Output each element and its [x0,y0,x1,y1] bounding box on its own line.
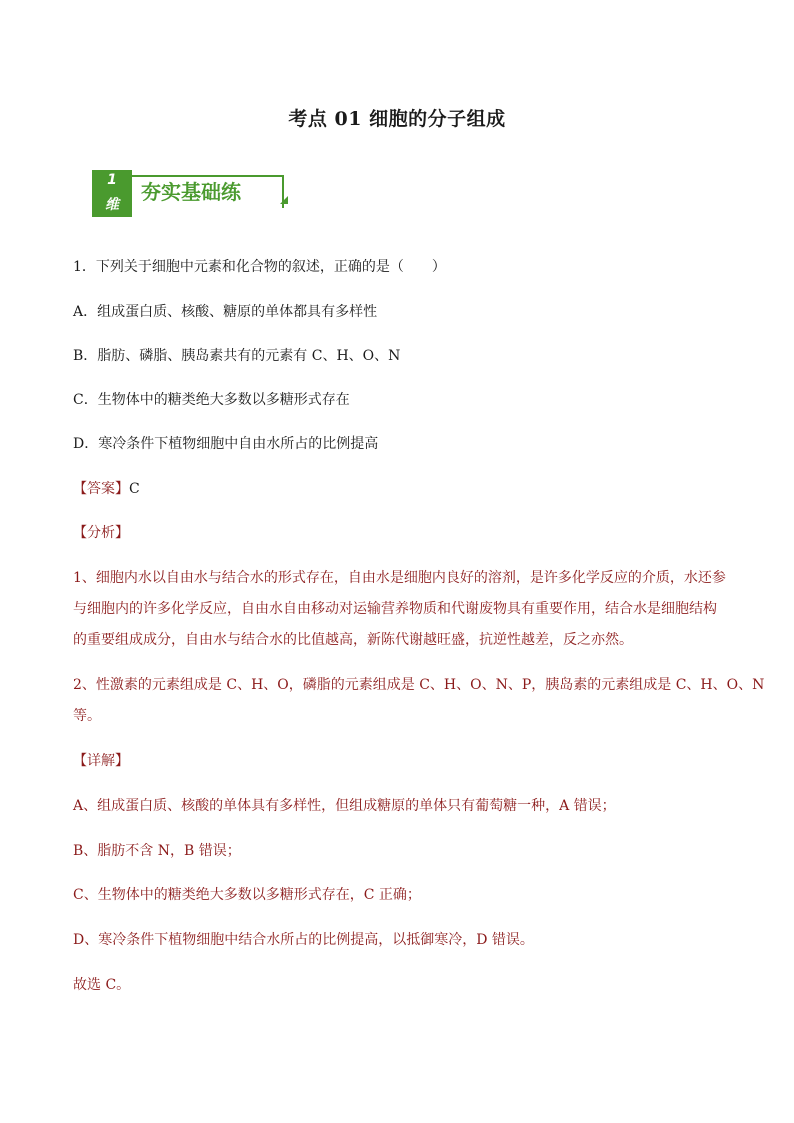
section-banner [92,170,288,216]
analysis-p1-line-2: 与细胞内的许多化学反应，自由水自由移动对运输营养物质和代谢废物具有重要作用，结合水是细胞结构 [73,601,717,617]
option-a: A．组成蛋白质、核酸、糖原的单体都具有多样性 [73,304,378,320]
banner-corner-mark [280,196,288,204]
answer-value: C [129,481,140,497]
detail-line-b: B、脂肪不含 N，B 错误； [73,843,241,859]
detail-label: 【详解】 [73,753,129,769]
question-stem: 1．下列关于细胞中元素和化合物的叙述，正确的是（ ） [73,259,446,275]
page-title: 考点 01 细胞的分子组成 [288,108,506,130]
detail-line-d: D、寒冷条件下植物细胞中结合水所占的比例提高，以抵御寒冷，D 错误。 [73,932,534,948]
detail-line-a: A、组成蛋白质、核酸的单体具有多样性，但组成糖原的单体只有葡萄糖一种，A 错误； [73,798,616,814]
banner-level: 维 [105,197,119,213]
option-b: B．脂肪、磷脂、胰岛素共有的元素有 C、H、O、N [73,348,401,364]
detail-conclusion: 故选 C。 [73,977,131,993]
answer-label: 【答案】 [73,481,129,497]
banner-number-badge [92,170,132,216]
banner-label: 夯实基础练 [132,175,284,208]
banner-number: 1 [107,172,117,188]
analysis-p1-line-1: 1、细胞内水以自由水与结合水的形式存在，自由水是细胞内良好的溶剂，是许多化学反应的介质，水还参 [73,570,726,586]
analysis-p2-line-1: 2、性激素的元素组成是 C、H、O，磷脂的元素组成是 C、H、O、N、P，胰岛素的元素组成是 C、H、O、N [73,677,765,693]
option-c: C．生物体中的糖类绝大多数以多糖形式存在 [73,392,350,408]
banner-underline [92,214,132,217]
detail-line-c: C、生物体中的糖类绝大多数以多糖形式存在，C 正确； [73,887,421,903]
analysis-label: 【分析】 [73,525,129,541]
option-d: D．寒冷条件下植物细胞中自由水所占的比例提高 [73,436,379,452]
analysis-p1-line-3: 的重要组成成分，自由水与结合水的比值越高，新陈代谢越旺盛，抗逆性越差，反之亦然。 [73,632,633,648]
analysis-p2-line-2: 等。 [73,708,101,724]
answer-line [73,478,140,498]
